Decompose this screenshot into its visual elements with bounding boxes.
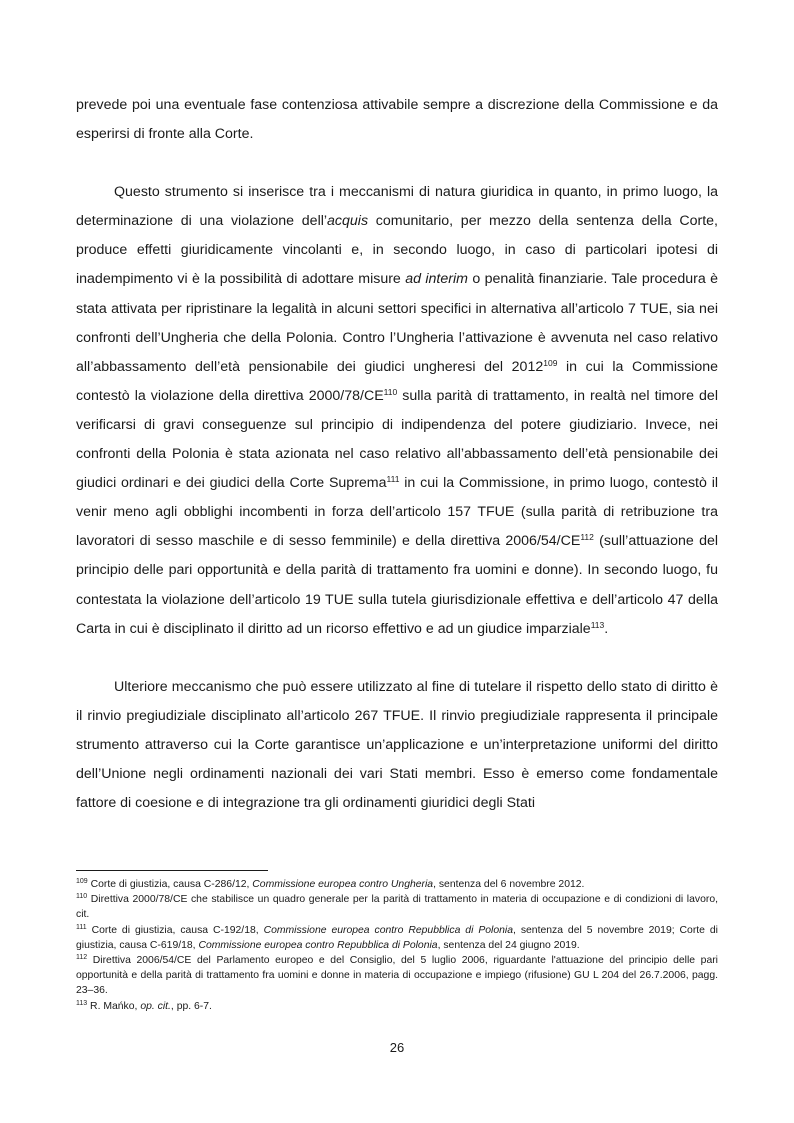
footnote-ref-112[interactable]: 112 — [580, 532, 594, 543]
footnote-ref-109[interactable]: 109 — [543, 357, 558, 368]
footnote-111: $^{111}$ Corte di giustizia, causa C-192/18, Commissione europea contro Repubblica di Polonia, sentenza del 5 novembre 2019; Corte di giustizia, causa C-619/18, Commissione europea contro Repubblica di Polonia, sentenza del 24 giugno 2019. — [76, 923, 718, 951]
paragraph-continuation: prevede poi una eventuale fase contenziosa attivabile sempre a discrezione della Commissione e da esperirsi di fronte alla Corte. — [76, 97, 718, 143]
paragraph-infringement-procedure: Questo strumento si inserisce tra i meccanismi di natura giuridica in quanto, in primo luogo, la determinazione di una violazione dell’acquis comunitario, per mezzo della sentenza della Corte, produce effetti giuridicamente vincolanti e, in secondo luogo, in caso di particolari ipotesi di inadempimento vi è la possibilità di adottare misure ad interim o penalità finanziarie. Tale procedura è stata attivata per ripristinare la legalità in alcuni settori specifici in alternativa all’articolo 7 TUE, sia nei confronti dell’Ungheria che della Polonia. Contro l’Ungheria l’attivazione è avvenuta nel caso relativo all’abbassamento dell’età pensionabile dei giudici ungheresi del 2012$^{109}$ in cui la Commissione contestò la violazione della direttiva 2000/78/CE$^{110}$ sulla parità di trattamento, in realtà nel timore del verificarsi di gravi conseguenze sul principio di indipendenza del potere giudiziario. Invece, nei confronti della Polonia è stata azionata nel caso relativo all’abbassamento dell’età pensionabile dei giudici ordinari e dei giudici della Corte Suprema$^{111}$ in cui la Commissione, in primo luogo, contestò il venir meno agli obblighi incombenti in forza dell’articolo 157 TFUE (sulla parità di retribuzione tra lavoratori di sesso maschile e di sesso femminile) e della direttiva 2006/54/CE$^{112}$ (sull’attuazione del principio delle pari opportunità e della parità di trattamento fra uomini e donne). In secondo luogo, fu contestata la violazione dell’articolo 19 TUE sulla tutela giurisdizionale effettiva e dell’articolo 47 della Carta in cui è disciplinato il diritto ad un ricorso effettivo e ad un giudice imparziale$^{113}$. — [76, 184, 719, 637]
paragraph-preliminary-reference: Ulteriore meccanismo che può essere utilizzato al fine di tutelare il rispetto dello stato di diritto è il rinvio pregiudiziale disciplinato all’articolo 267 TFUE. Il rinvio pregiudiziale rappresenta il principale strumento attraverso cui la Corte garantisce un’applicazione e un’interpretazione uniformi del diritto dell’Unione negli ordinamenti nazionali dei vari Stati membri. Esso è emerso come fondamentale fattore di coesione e di integrazione tra gli ordinamenti giuridici degli Stati — [76, 678, 718, 812]
footnote-separator — [76, 870, 268, 871]
footnote-109: $^{109}$ Corte di giustizia, causa C-286/12, Commissione europea contro Ungheria, sentenza del 6 novembre 2012. — [76, 878, 585, 890]
footnote-113: $^{113}$ R. Mańko, op. cit., pp. 6-7. — [76, 999, 212, 1012]
footnote-ref-111[interactable]: 111 — [386, 474, 400, 485]
footnote-110: $^{110}$ Direttiva 2000/78/CE che stabilisce un quadro generale per la parità di trattamento in materia di occupazione e di condizioni di lavoro, cit. — [76, 893, 718, 921]
footnote-112: $^{112}$ Direttiva 2006/54/CE del Parlamento europeo e del Consiglio, del 5 luglio 2006, riguardante l'attuazione del principio delle pari opportunità e della parità di trattamento fra uomini e donne in materia di occupazione e impiego (rifusione) GU L 204 del 26.7.2006, pagg. 23–36. — [76, 954, 718, 997]
footnotes — [76, 877, 718, 1014]
footnote-ref-110[interactable]: 110 — [383, 386, 398, 397]
footnote-ref-113[interactable]: 113 — [590, 619, 605, 630]
page-number: 26 — [389, 1040, 405, 1055]
page-body — [76, 91, 718, 818]
